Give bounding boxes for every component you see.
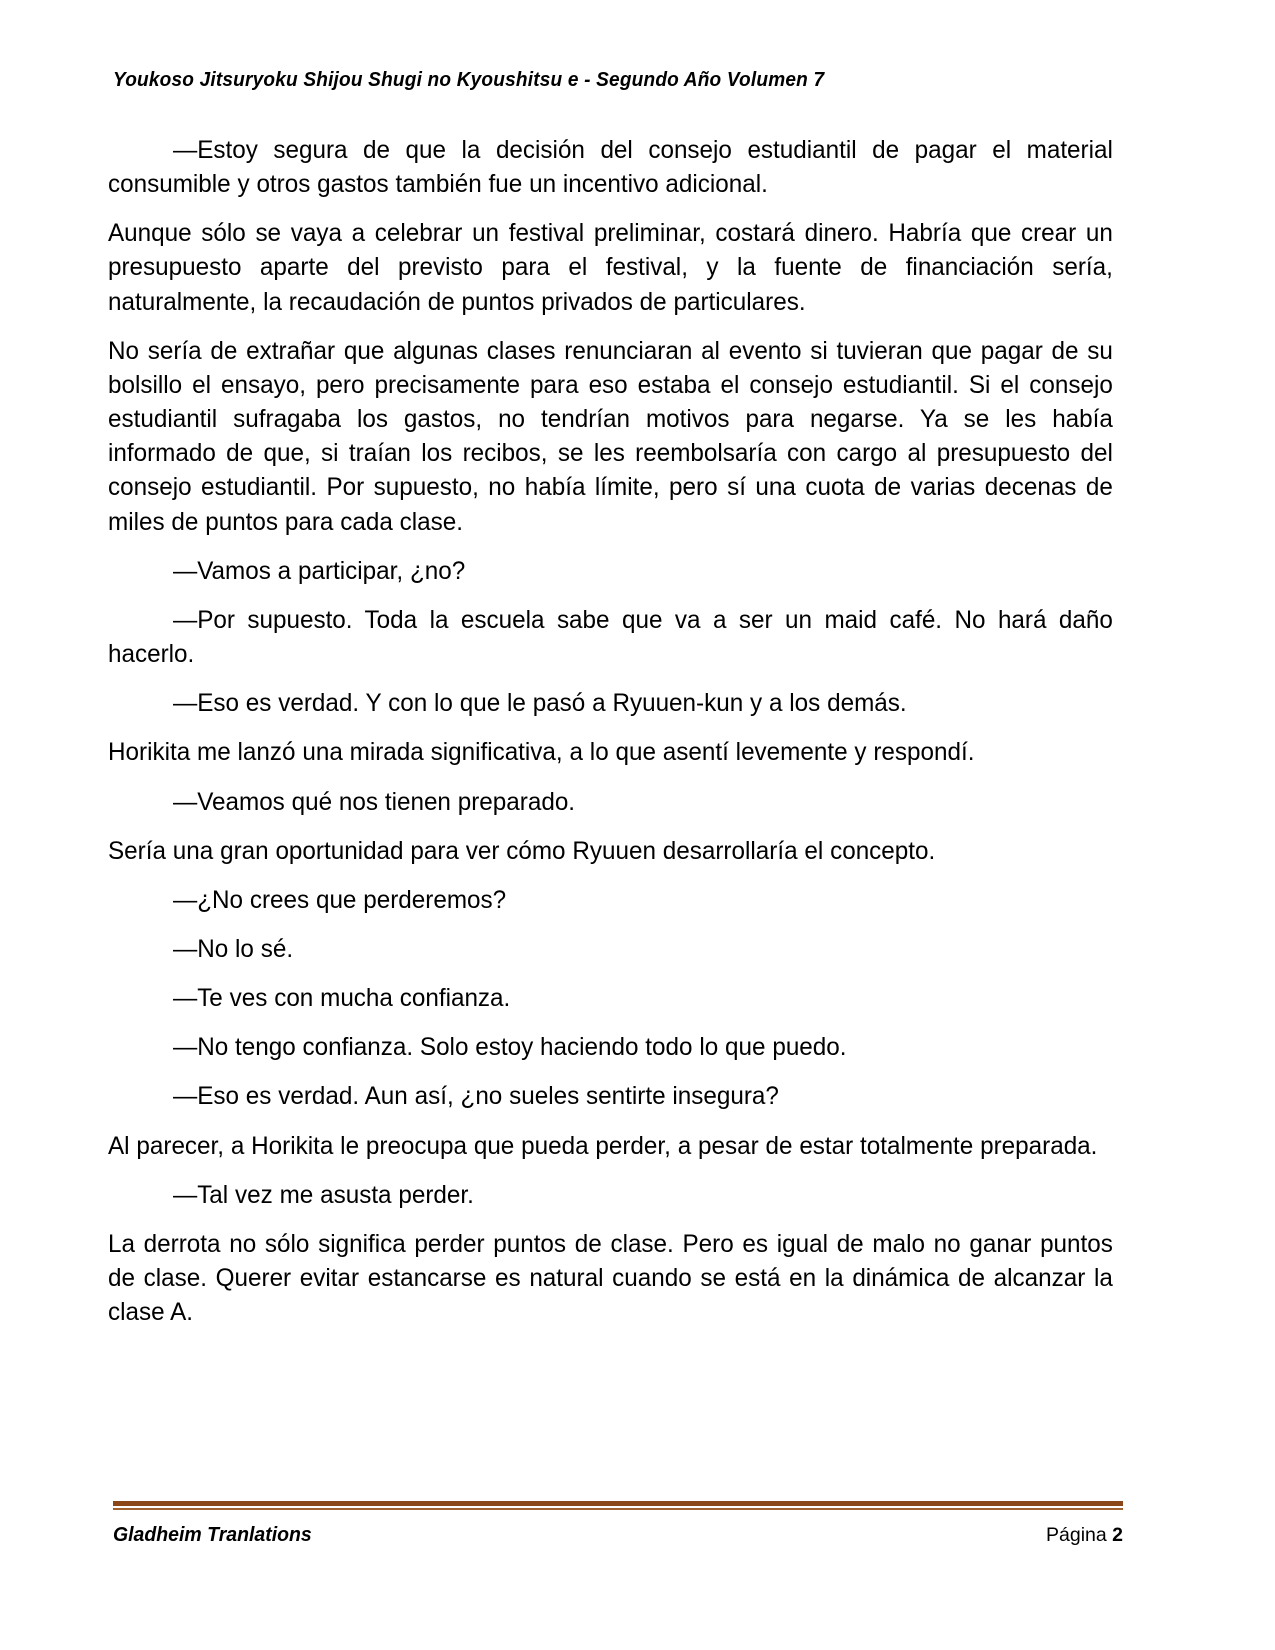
paragraph: —¿No crees que perderemos? (172, 885, 507, 914)
footer-translator-credit: Gladheim Tranlations (113, 1523, 312, 1546)
paragraph: Sería una gran oportunidad para ver cómo Ryuuen desarrollaría el concepto. (108, 836, 936, 865)
paragraph: No sería de extrañar que algunas clases renunciaran al evento si tuvieran que pagar de su bolsillo el ensayo, pero precisamente para eso estaba el consejo estudiantil. Si el consejo estudiantil sufragaba los gastos, no tendrían motivos para negarse. Ya se les había informado de que, si traían los recibos, se les reembolsaría con cargo al presupuesto del consejo estudiantil. Por supuesto, no había límite, pero sí una cuota de varias decenas de miles de puntos para cada clase. (108, 336, 1113, 536)
paragraph: —Estoy segura de que la decisión del consejo estudiantil de pagar el material consumible y otros gastos también fue un incentivo adicional. (108, 136, 1113, 199)
page-label: Página (1046, 1524, 1113, 1546)
page-footer (113, 1501, 1123, 1547)
paragraph: —No lo sé. (172, 934, 294, 963)
paragraph: —Tal vez me asusta perder. (172, 1180, 474, 1209)
page-number: 2 (1112, 1524, 1123, 1546)
paragraph: La derrota no sólo significa perder puntos de clase. Pero es igual de malo no ganar puntos de clase. Querer evitar estancarse es natural cuando se está en la dinámica de alcanzar la clase A. (108, 1229, 1113, 1327)
header-title: Youkoso Jitsuryoku Shijou Shugi no Kyoushitsu e - Segundo Año Volumen 7 (113, 68, 825, 91)
footer-row (113, 1523, 1123, 1547)
paragraph: Aunque sólo se vaya a celebrar un festival preliminar, costará dinero. Habría que crear un presupuesto aparte del previsto para el festival, y la fuente de financiación sería, naturalmente, la recaudación de puntos privados de particulares. (108, 219, 1113, 316)
paragraph: —Te ves con mucha confianza. (172, 984, 511, 1013)
paragraph: Al parecer, a Horikita le preocupa que pueda perder, a pesar de estar totalmente preparada. (108, 1131, 1098, 1160)
paragraph: —Eso es verdad. Aun así, ¿no sueles sentirte insegura? (172, 1082, 779, 1111)
paragraph: —Eso es verdad. Y con lo que le pasó a Ryuuen-kun y a los demás. (172, 689, 907, 718)
paragraph: —Veamos qué nos tienen preparado. (172, 787, 576, 816)
page-header (113, 68, 1163, 92)
paragraph: —Vamos a participar, ¿no? (172, 556, 466, 585)
document-body (108, 133, 1113, 1344)
paragraph: —Por supuesto. Toda la escuela sabe que va a ser un maid café. No hará daño hacerlo. (108, 605, 1113, 669)
footer-rule-thin (113, 1508, 1123, 1510)
paragraph: Horikita me lanzó una mirada significativa, a lo que asentí levemente y respondí. (108, 738, 975, 767)
footer-page-indicator (1046, 1524, 1123, 1547)
paragraph: —No tengo confianza. Solo estoy haciendo todo lo que puedo. (172, 1033, 847, 1062)
